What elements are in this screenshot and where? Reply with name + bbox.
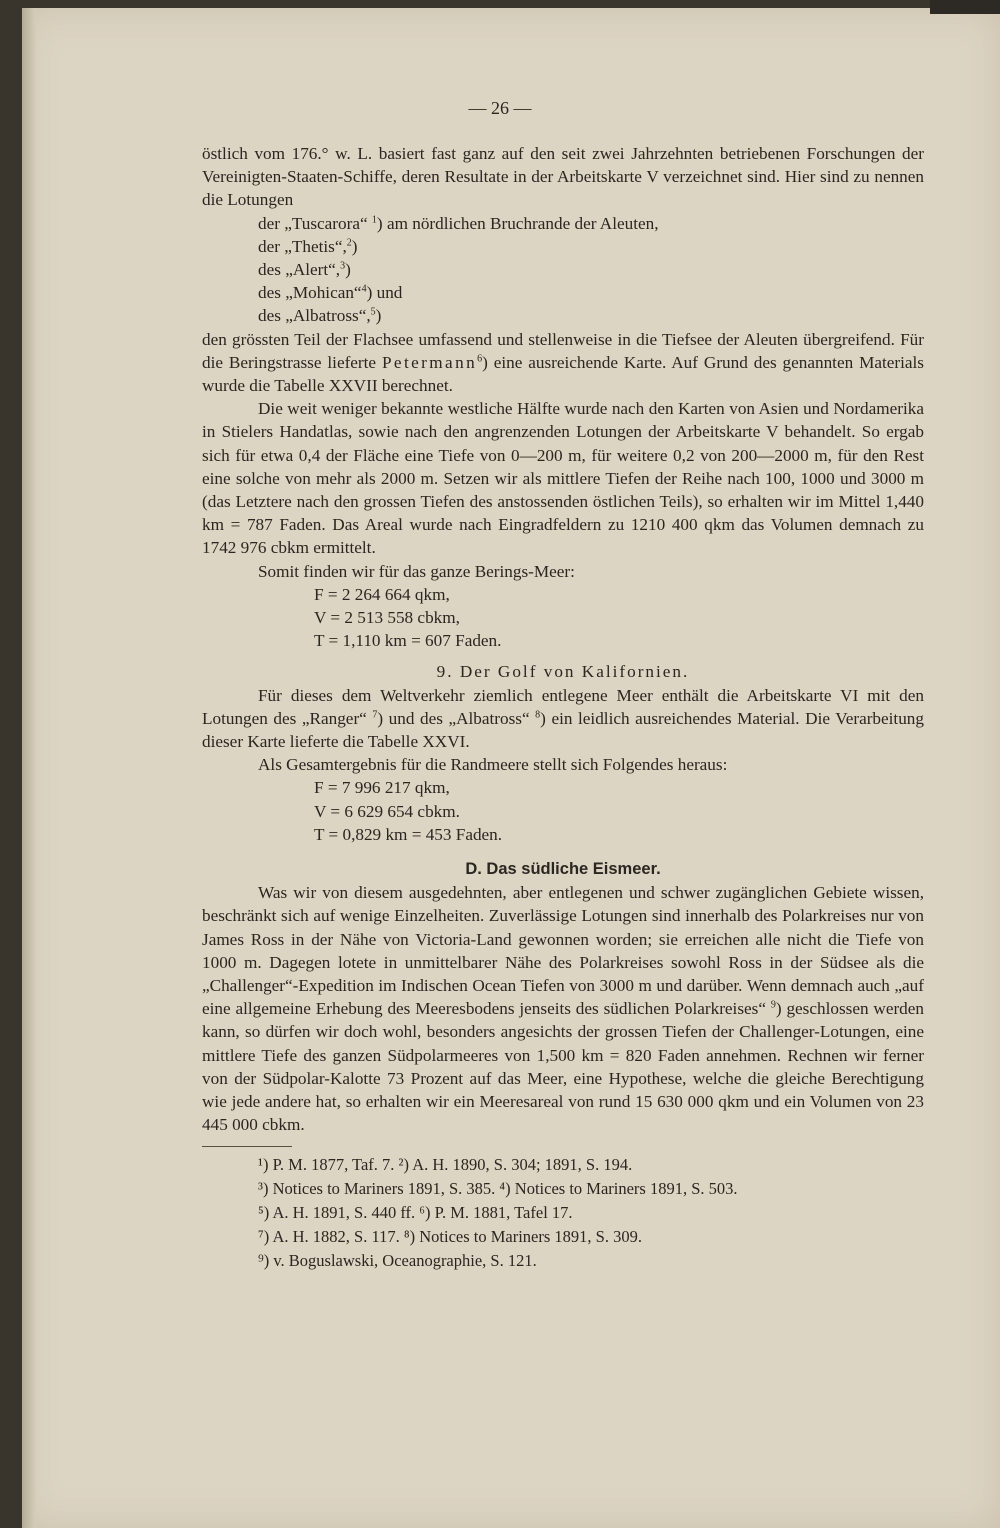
soundings-list [202,212,924,328]
paragraph-flachsee: den grössten Teil der Flachsee umfassend und stellenweise in die Tiefsee der Aleuten übergreifend. Für die Beringstrasse lieferte Petermann$^6$) eine ausreichende Karte. Auf Grund des genannten Materials wurde die Tabelle XXVII berechnet. [202,329,924,395]
page-body [202,142,924,1272]
footnote-line: ³) Notices to Mariners 1891, S. 385. ⁴) Notices to Mariners 1891, S. 503. [258,1179,738,1199]
paragraph-gesamtergebnis: Als Gesamtergebnis für die Randmeere stellt sich Folgendes heraus: [258,755,728,775]
formula-line-area: F = 7 996 217 qkm, [314,778,450,798]
paragraph-eismeer: Was wir von diesem ausgedehnten, aber entlegenen und schwer zugänglichen Gebiete wissen, beschränkt sich auf wenige Einzelheiten. Zuverlässige Lotungen sind innerhalb des Polarkreises nur von James Ross in der Nähe von Victoria-Land gewonnen worden; sie erreichen alle nicht die Tiefe von 1000 m. Dagegen lotete in unmittelbarer Nähe des Polarkreises sowohl Ross in der Südsee als die „Challenger“-Expedition im Indischen Ocean Tiefen von 3000 m und darüber. Wenn demnach auch „auf eine allgemeine Erhebung des Meeresbodens jenseits des südlichen Polarkreises“ $^9$) geschlossen werden kann, so dürfen wir doch wohl, besonders angesichts der grossen Tiefen der Challenger-Lotungen, eine mittlere Tiefe des ganzen Südpolarmeeres von 1,500 km = 820 Faden annehmen. Rechnen wir ferner von der Südpolar-Kalotte 73 Prozent auf das Meer, eine Hypothese, welche die gleiche Berechtigung wie jede andere hat, so erhalten wir ein Meeresareal von rund 15 630 000 qkm und ein Volumen von 23 445 000 cbkm. [202,883,925,1135]
paragraph-bering-east: östlich vom 176.° w. L. basiert fast ganz auf den seit zwei Jahrzehnten betriebenen Forschungen der Vereinigten-Staaten-Schiffe, deren Resultate in der Arbeitskarte V verzeichnet sind. Hier sind zu nennen die Lotungen [202,144,924,210]
footnote-line: ⁷) A. H. 1882, S. 117. ⁸) Notices to Mariners 1891, S. 309. [258,1226,642,1246]
page-number: — 26 — [468,98,532,118]
footnote-divider [202,1146,292,1147]
formula-line-depth: T = 1,110 km = 607 Faden. [314,631,502,651]
paragraph-west-half: Die weit weniger bekannte westliche Hälfte wurde nach den Karten von Asien und Nordamerika in Stielers Handatlas, sowie nach den angrenzenden Lotungen der Arbeitskarte V behandelt. So ergab sich für etwa 0,4 der Fläche eine Tiefe von 0—200 m, für weitere 0,2 von 200—2000 m, für den Rest eine solche von mehr als 2000 m. Setzen wir als mittlere Tiefen der Reihe nach 100, 1000 und 3000 m (das Letztere nach den grossen Tiefen des anstossenden östlichen Teils), so erhalten wir im Mittel 1,440 km = 787 Faden. Das Areal wurde nach Eingradfeldern zu 1210 400 qkm das Volumen demnach zu 1742 976 cbkm ermittelt. [202,399,924,558]
sounding-item: der „Tuscarora“ $^1$) am nördlichen Bruchrande der Aleuten, [258,213,659,233]
formula-line-volume: V = 2 513 558 cbkm, [314,607,460,627]
paragraph-kalifornien: Für dieses dem Weltverkehr ziemlich entlegene Meer enthält die Arbeitskarte VI mit den Lotungen des „Ranger“ $^7$) und des „Albatross“ $^8$) ein leidlich ausreichendes Material. Die Verarbeitung dieser Karte lieferte die Tabelle XXVI. [202,685,924,751]
footnote-line: ⁵) A. H. 1891, S. 440 ff. ⁶) P. M. 1881, Tafel 17. [258,1202,573,1222]
sounding-item: des „Albatross“,$^5$) [258,306,382,326]
sounding-item: des „Mohican“$^4$) und [258,283,403,303]
section-heading-d: D. Das südliche Eismeer. [465,859,661,878]
formula-bering [202,583,924,653]
sounding-item: des „Alert“,$^3$) [258,259,351,279]
scan-corner-shadow [930,0,1000,14]
page-binding-edge [22,8,36,1528]
formula-randmeere [202,776,924,846]
paragraph-somit: Somit finden wir für das ganze Berings-Meer: [258,561,575,581]
footnote-line: ¹) P. M. 1877, Taf. 7. ²) A. H. 1890, S. 304; 1891, S. 194. [258,1155,633,1175]
section-heading-9: 9. Der Golf von Kalifornien. [436,662,690,682]
formula-line-volume: V = 6 629 654 cbkm. [314,801,460,821]
formula-line-area: F = 2 264 664 qkm, [314,584,450,604]
footnote-line: ⁹) v. Boguslawski, Oceanographie, S. 121. [258,1250,537,1270]
footnotes [202,1153,924,1272]
formula-line-depth: T = 0,829 km = 453 Faden. [314,824,503,844]
sounding-item: der „Thetis“,$^2$) [258,236,358,256]
